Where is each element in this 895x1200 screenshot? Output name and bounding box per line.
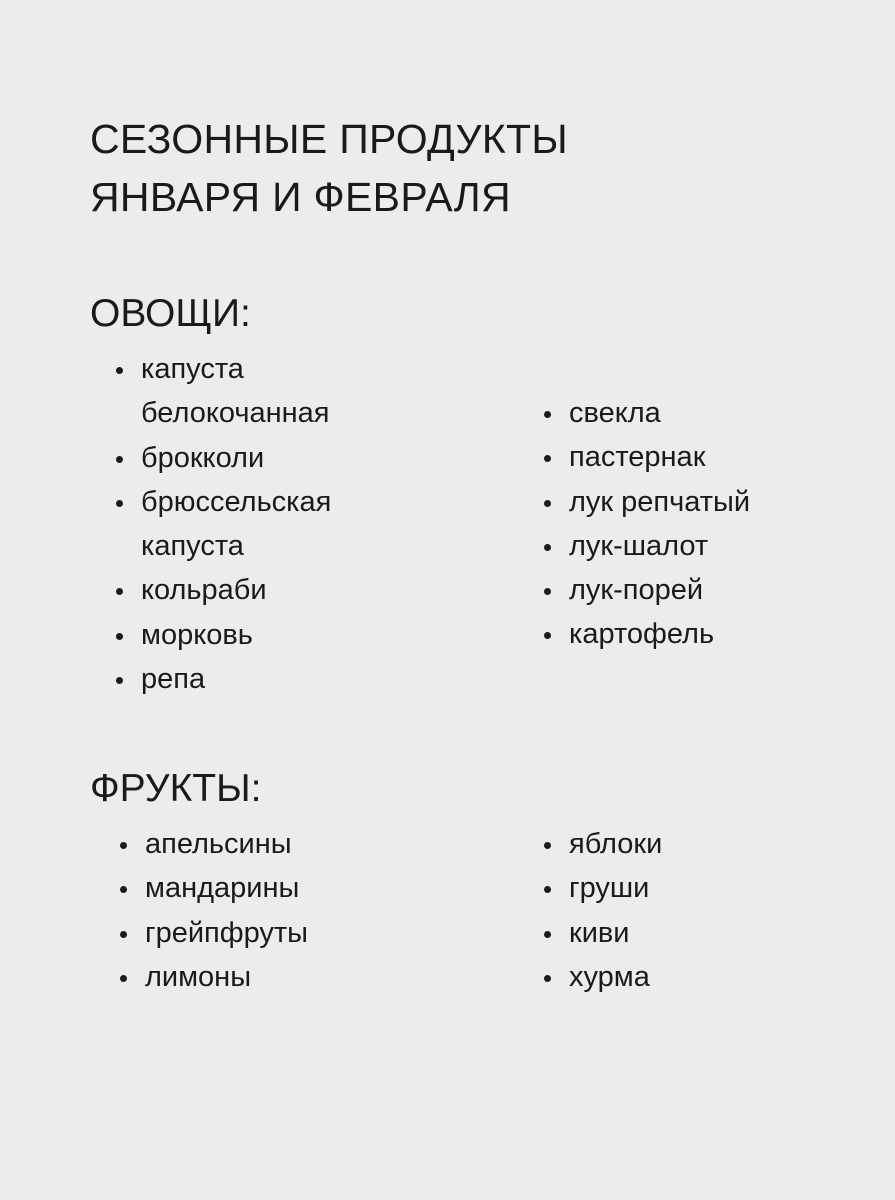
fruits-heading: ФРУКТЫ: [90, 767, 262, 810]
list-item: картофель [541, 612, 750, 656]
list-item [113, 568, 331, 612]
title-line-1: СЕЗОННЫЕ ПРОДУКТЫ [90, 116, 569, 162]
list-item-text: репа [141, 663, 206, 696]
page-title [90, 110, 568, 226]
vegetables-list-column-2 [541, 391, 750, 657]
list-item: груши [541, 866, 662, 910]
list-item-text: брокколи [141, 441, 265, 474]
title-line-2: ЯНВАРЯ И ФЕВРАЛЯ [90, 174, 511, 220]
list-item: яблоки [541, 822, 662, 866]
list-item [113, 657, 331, 701]
list-item: хурма [541, 955, 662, 999]
list-item [113, 613, 331, 657]
list-item: киви [541, 911, 662, 955]
list-item [113, 347, 331, 436]
list-item-text: капуста [141, 353, 244, 385]
list-item-text: кольраби [141, 574, 267, 607]
list-item: лук-порей [541, 568, 750, 612]
list-item-text: капуста [141, 530, 244, 563]
list-item: грейпфруты [117, 911, 308, 955]
list-item-text: брюссельская [141, 485, 332, 518]
list-item [113, 436, 331, 480]
list-item: апельсины [117, 822, 308, 866]
list-item [113, 480, 331, 569]
list-item: свекла [541, 391, 750, 435]
list-item-text: морковь [141, 618, 253, 651]
list-item: лимоны [117, 955, 308, 999]
list-item: мандарины [117, 866, 308, 910]
vegetables-list-column-1 [113, 347, 331, 701]
vegetables-heading: ОВОЩИ: [90, 292, 251, 335]
list-item: пастернак [541, 435, 750, 479]
fruits-list-column-1 [117, 822, 308, 999]
list-item: лук репчатый [541, 480, 750, 524]
list-item: лук-шалот [541, 524, 750, 568]
list-item-text: белокочанная [141, 397, 330, 430]
fruits-list-column-2 [541, 822, 662, 999]
